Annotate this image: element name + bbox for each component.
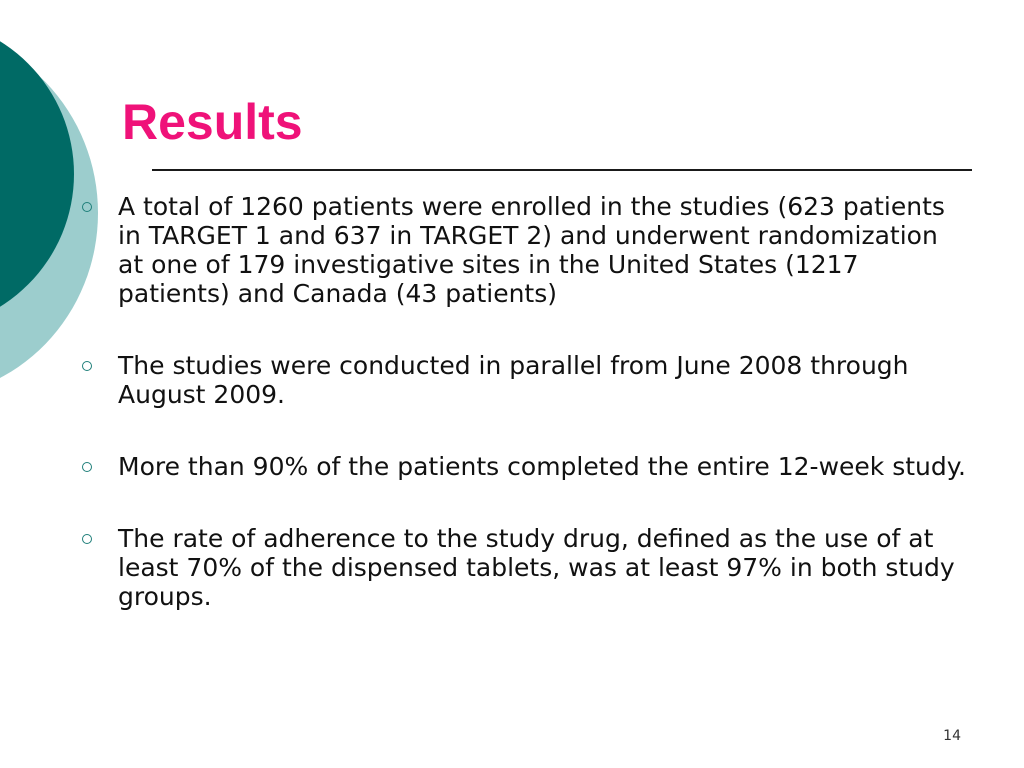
hollow-circle-bullet-icon	[82, 361, 92, 371]
hollow-circle-bullet-icon	[82, 462, 92, 472]
bullet-item-enrollment	[80, 192, 970, 308]
bullet-text: The rate of adherence to the study drug, defined as the use of at least 70% of the dispensed tablets, was at least 97% in both study groups.	[118, 524, 955, 611]
hollow-circle-bullet-icon	[82, 202, 92, 212]
bullet-text: The studies were conducted in parallel from June 2008 through August 2009.	[118, 351, 909, 409]
bullet-list	[80, 192, 970, 611]
slide-title: Results	[122, 94, 303, 150]
bullet-text: A total of 1260 patients were enrolled in the studies (623 patients in TARGET 1 and 637 in TARGET 2) and underwent randomization at one of 179 investigative sites in the United States (1217 patients) and Canada (43 patients)	[118, 192, 945, 308]
page-number: 14	[943, 728, 961, 744]
bullet-item-adherence	[80, 524, 970, 611]
bullet-text: More than 90% of the patients completed the entire 12-week study.	[118, 452, 966, 481]
bullet-item-study-period	[80, 351, 970, 409]
hollow-circle-bullet-icon	[82, 534, 92, 544]
title-divider	[152, 169, 972, 171]
bullet-item-completion	[80, 452, 970, 481]
